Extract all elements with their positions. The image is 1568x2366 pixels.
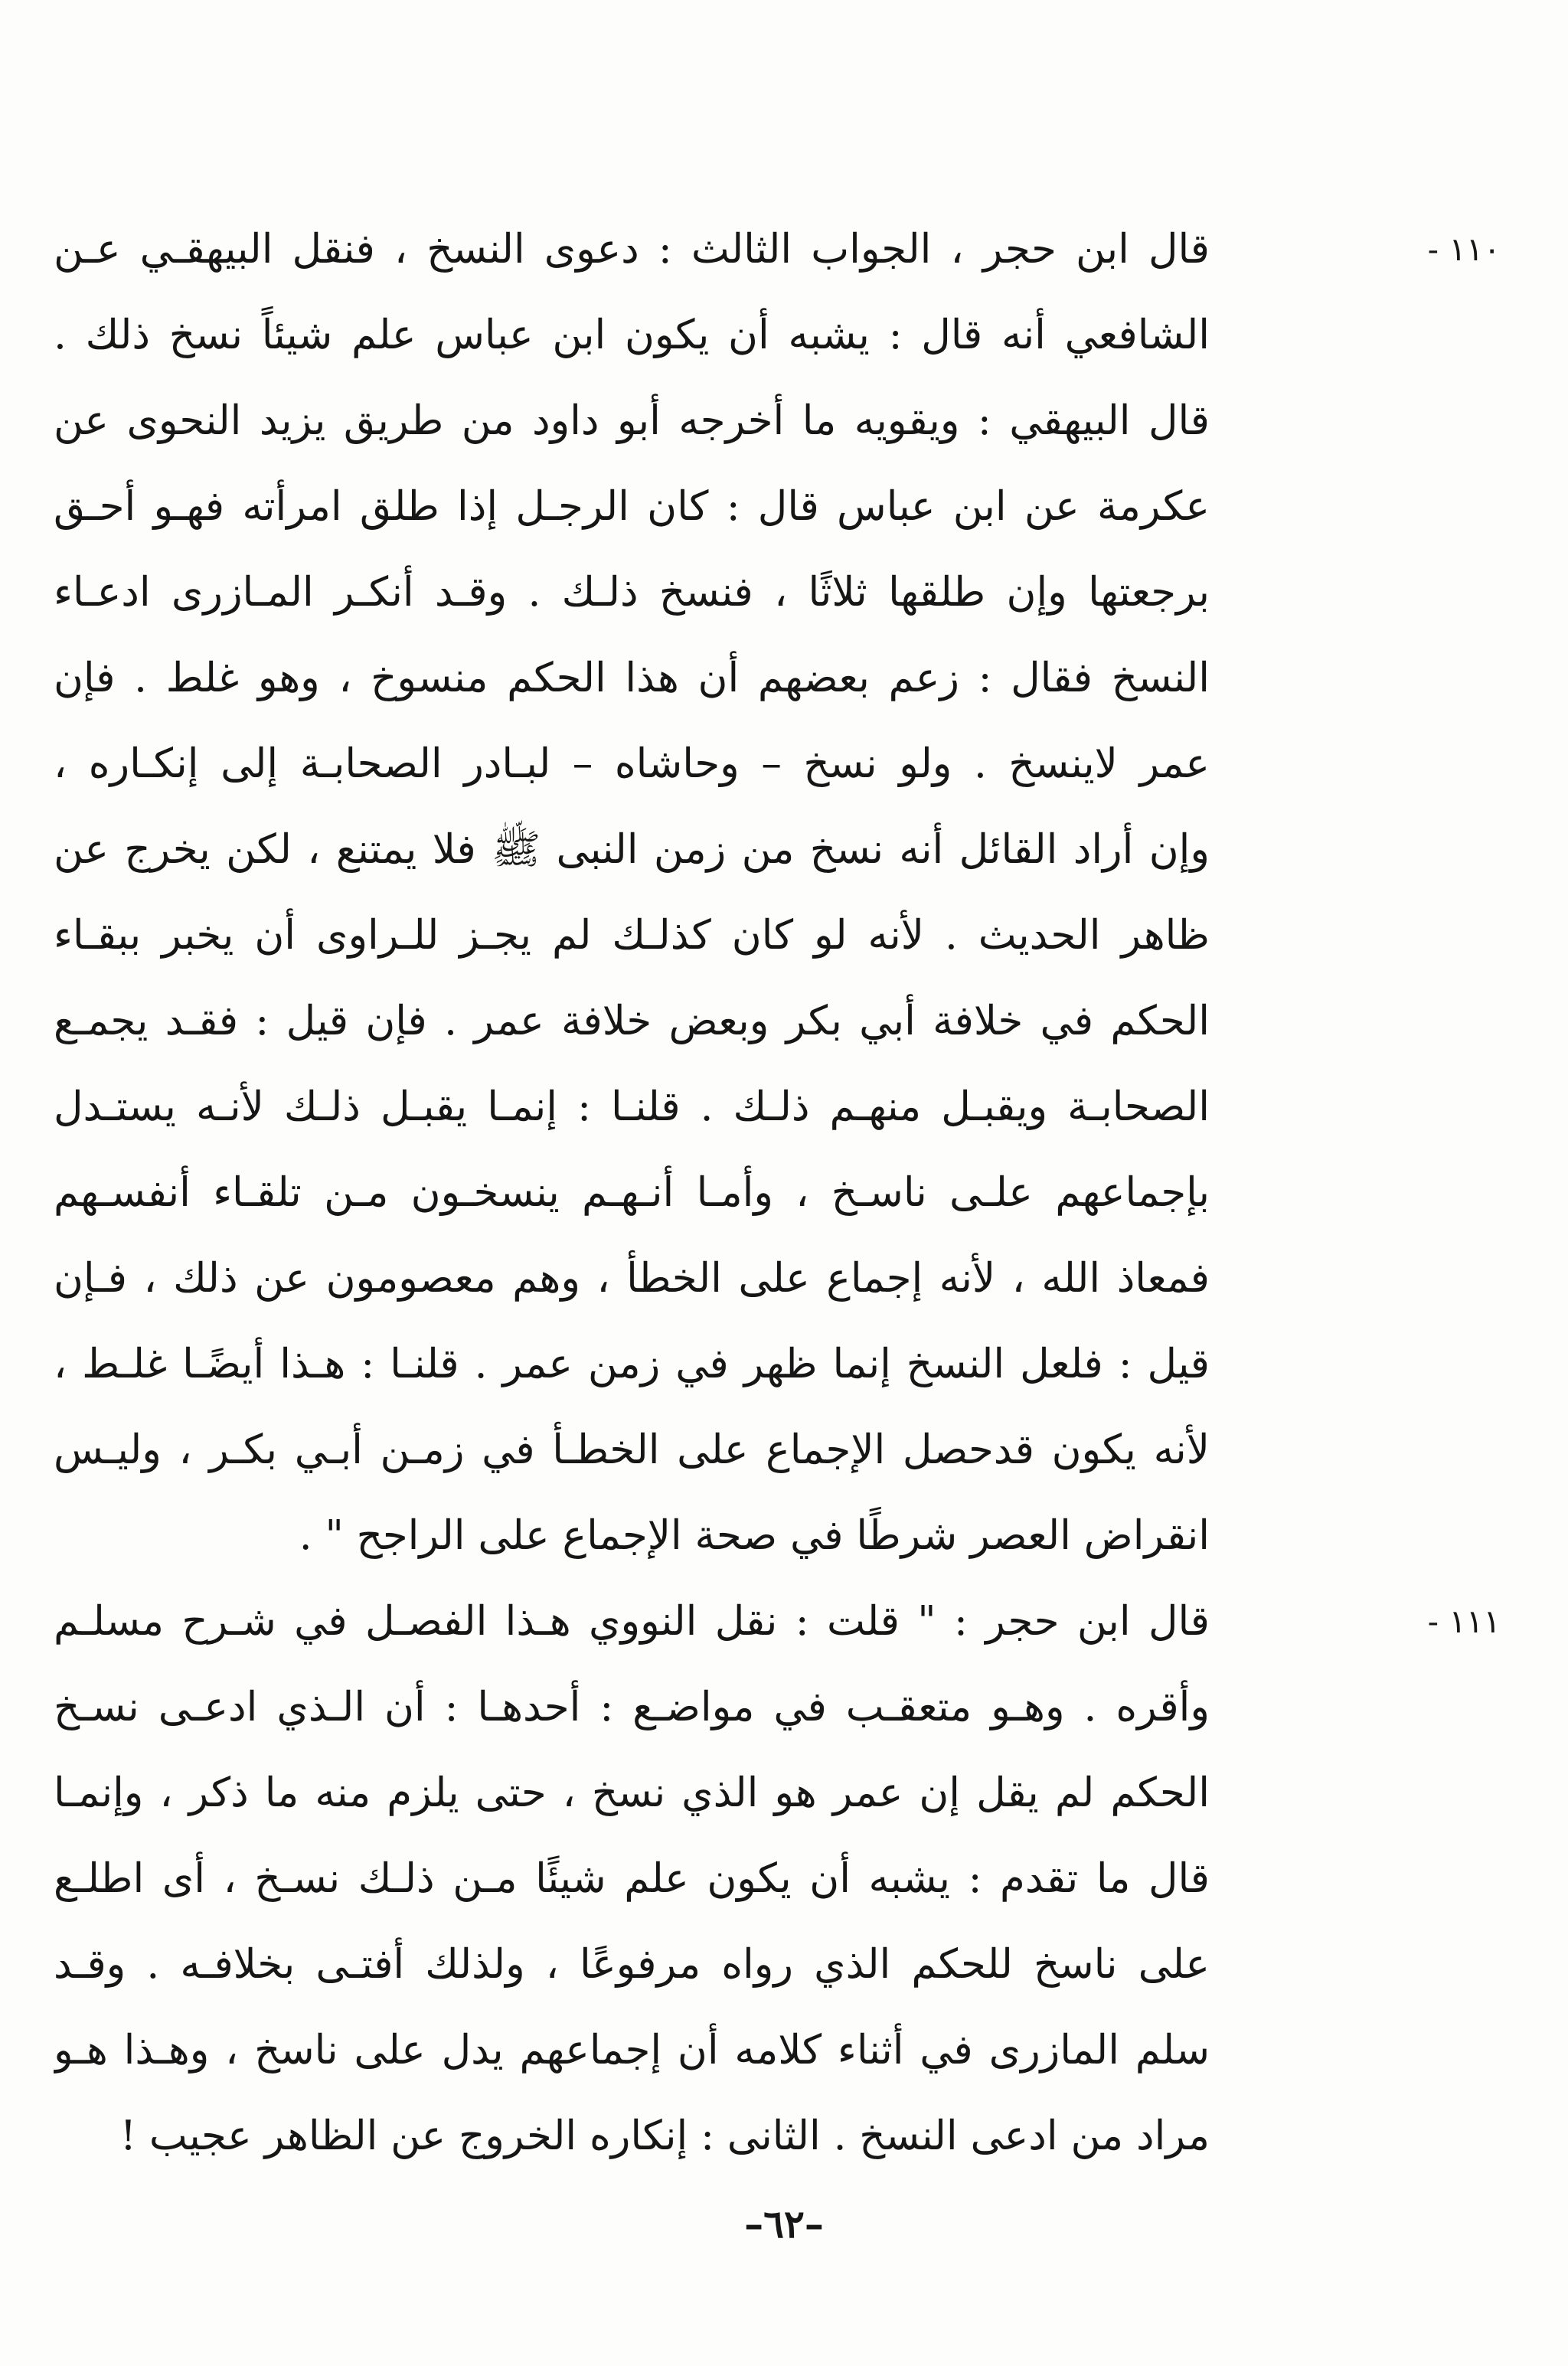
- text-line: قال البيهقي : ويقويه ما أخرجه أبو داود من طريق يزيد النحوى عن: [54, 397, 1210, 444]
- text-line: وأقره . وهـو متعقـب في مواضـع : أحدهـا : أن الـذي ادعـى نسـخ: [54, 1684, 1210, 1730]
- text-line: قيل : فلعل النسخ إنما ظهر في زمن عمر . قلنـا : هـذا أيضًـا غلـط ،: [54, 1341, 1210, 1387]
- entry-110: [54, 207, 1501, 1579]
- text-line: بإجماعهم علـى ناسـخ ، وأمـا أنـهـم ينسخـون مـن تلقـاء أنفسـهم: [54, 1169, 1210, 1216]
- text-line: قال ما تقدم : يشبه أن يكون علم شيئًا مـن ذلـك نسـخ ، أى اطلـع: [54, 1855, 1210, 1902]
- text-line: قال ابن حجر ، الجواب الثالث : دعوى النسخ ، فنقل البيهقـي عـن: [54, 226, 1210, 273]
- text-line: عمر لاينسخ . ولو نسخ – وحاشاه – لبـادر الصحابـة إلى إنكـاره ،: [54, 740, 1210, 787]
- text-line: الشافعي أنه قال : يشبه أن يكون ابن عباس علم شيئاً نسخ ذلك .: [54, 312, 1210, 358]
- entry-number: ١١١ -: [1427, 1603, 1501, 1640]
- page-number: –٦٢–: [744, 2201, 824, 2247]
- entry-number: ١١٠ -: [1427, 230, 1501, 268]
- text-block: [54, 207, 1501, 2179]
- text-line: النسخ فقال : زعم بعضهم أن هذا الحكم منسوخ ، وهو غلط . فإن: [54, 655, 1210, 701]
- text-line: انقراض العصر شرطًا في صحة الإجماع على الراجح " .: [299, 1512, 1210, 1559]
- text-line: الصحابـة ويقبـل منهـم ذلـك . قلنـا : إنمـا يقبـل ذلـك لأنـه يستـدل: [54, 1083, 1210, 1130]
- text-line: على ناسخ للحكم الذي رواه مرفوعًا ، ولذلك أفتـى بخلافـه . وقـد: [54, 1941, 1210, 1988]
- entry-111: [54, 1579, 1501, 2179]
- text-line: الحكم لم يقل إن عمر هو الذي نسخ ، حتى يلزم منه ما ذكر ، وإنمـا: [54, 1770, 1210, 1816]
- text-line: لأنه يكون قدحصل الإجماع على الخطـأ في زمـن أبـي بكـر ، وليـس: [54, 1426, 1210, 1473]
- text-line: سلم المازرى في أثناء كلامه أن إجماعهم يدل على ناسخ ، وهـذا هـو: [54, 2027, 1210, 2074]
- text-line: مراد من ادعى النسخ . الثانى : إنكاره الخروج عن الظاهر عجيب !: [119, 2113, 1210, 2159]
- text-line: فمعاذ الله ، لأنه إجماع على الخطأ ، وهم معصومون عن ذلك ، فـإن: [54, 1255, 1210, 1302]
- text-line: الحكم في خلافة أبي بكر وبعض خلافة عمر . فإن قيل : فقـد يجمـع: [54, 998, 1210, 1044]
- text-line: برجعتها وإن طلقها ثلاثًا ، فنسخ ذلـك . وقـد أنكـر المـازرى ادعـاء: [54, 569, 1210, 616]
- text-line: قال ابن حجر : " قلت : نقل النووي هـذا الفصـل في شـرح مسلـم: [54, 1598, 1210, 1645]
- text-line: وإن أراد القائل أنه نسخ من زمن النبى ﷺ فلا يمتنع ، لكن يخرج عن: [54, 826, 1210, 873]
- text-line: ظاهر الحديث . لأنه لو كان كذلـك لم يجـز للـراوى أن يخبر ببقـاء: [54, 912, 1210, 959]
- text-line: عكرمة عن ابن عباس قال : كان الرجـل إذا طلق امرأته فهـو أحـق: [54, 483, 1210, 530]
